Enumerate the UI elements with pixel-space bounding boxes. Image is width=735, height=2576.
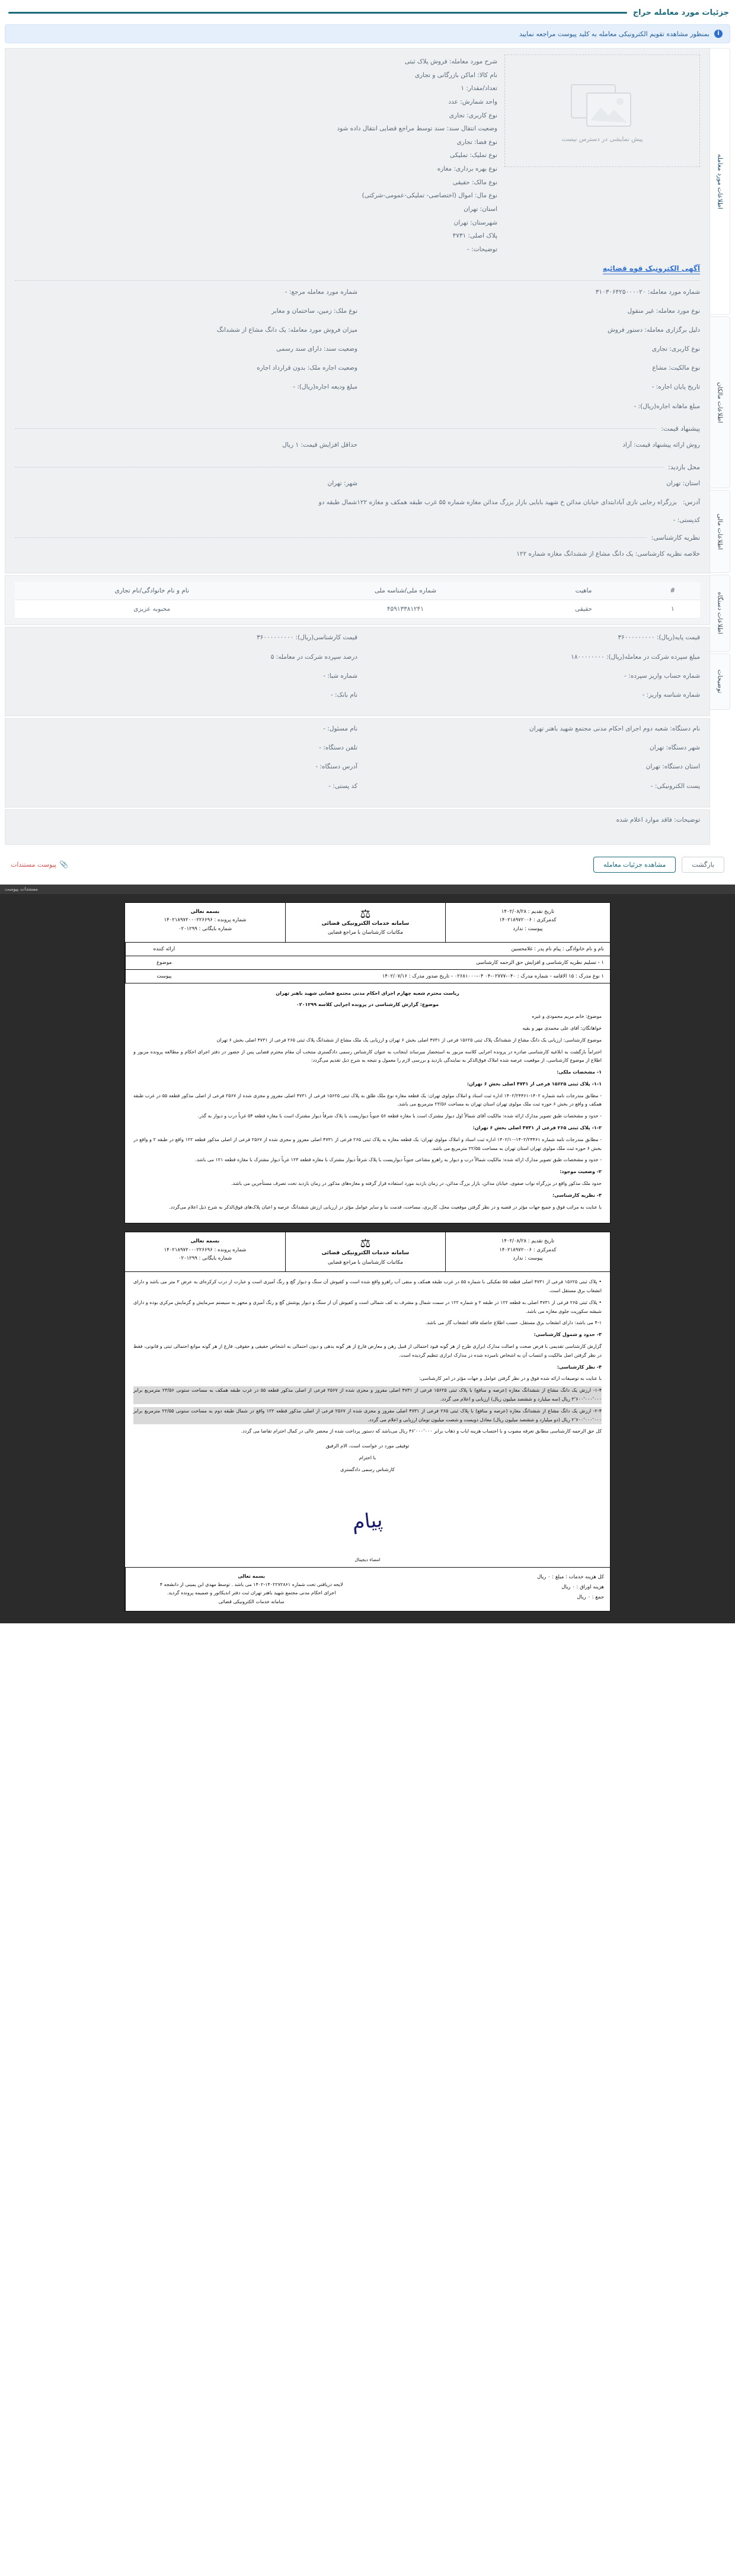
hero-line: شرح مورد معامله: فروش پلاک ثبتی [404,58,497,65]
visit-section-header [15,463,700,471]
doc2-footer-fees [377,1568,610,1611]
doc2-date: تاریخ تقدیم : ۱۴۰۲/۰۸/۲۸ [501,1238,555,1245]
field-visit-province: استان: تهران [666,479,700,487]
pane-finance-info [5,627,710,716]
field-reason: دلیل برگزاری معامله: دستور فروش [607,326,700,334]
field-remarks: توضیحات: فاقد موارد اعلام شده [616,816,700,824]
doc1-case-number: شماره پرونده : ۱۴۰۲۱۸۹۷۲۰۰۰۲۲۶۶۹۶ [164,917,247,924]
hero-line: نام کالا: اماکن بازرگانی و تجاری [414,71,497,79]
doc1-body [125,983,610,1223]
address-label: آدرس: [682,499,700,507]
document-page-2 [124,1232,611,1611]
tab-remarks[interactable] [710,653,730,710]
tab-owners-info[interactable] [710,316,730,488]
doc1-para: - مطابق مندرجات نامه شماره ۱۴۰۲/۲۴۴۶۱-۱۴۰۲/۱۰ اداره ثبت اسناد و املاک مولوی تهران: یک قطعه مغازه به پلاک ثبتی ۲۶۵ فرعی از ۴۷۳۱ اصلی مفروز و مجزی شده از ۲۵۶۷ فرعی از اصلی مذکور قطعه ۱۲۲ واقع در طبقه ۲ و واقع در بخش ۶ حوزه ثبت ملک مولوی تهران استان تهران به مساحت ۲۲/۵۵ مترمربع می باشد. [133,1136,602,1151]
doc2-header-center [285,1232,445,1271]
info-alert-text: بمنظور مشاهده تقویم الکترونیکی معامله به کلید پیوست مراجعه نمایید [519,30,710,38]
footer-bar [5,850,730,880]
expert-section-label: نظریه کارشناسی: [651,533,700,542]
viewer-toolbar[interactable] [0,885,735,894]
owners-col-nature: ماهیت [522,582,645,600]
field-usage-type: نوع کاربری: تجاری [651,345,700,353]
tab-remarks-label: توضیحات [716,669,724,694]
device-field-row [15,762,700,781]
scales-of-justice-icon: ⚖ [360,906,371,921]
address-value: بزرگراه رجایی نازی آبادابتدای خیابان مدائن خ شهید بابایی بازار بزرگ مدائن مغازه شماره ۵۵ غرب طبقه همکف و مغازه ۱۲۲شمال طبقه دو [318,499,677,507]
doc1-meta-row-3 [125,970,610,983]
doc2-archive-number: شماره بایگانی : ۰۲۰۱۲۹۹ [178,1255,232,1262]
price-field-row [15,441,700,460]
doc1-para: - مطابق مندرجات نامه شماره ۱۴۰۲-۱۴۰۲/۲۴۴۶۱ اداره ثبت اسناد و املاک مولوی تهران: یک قطعه مغازه نوع ملک طلق به پلاک ثبتی ۱۵۶۲۵ فرعی از ۴۷۳۱ اصلی مفروز و مجزی شده از ۲۵۶۷ فرعی از اصلی مذکور قطعه ۵۵ در غرب طبقه همکف و واقع در بخش ۶ حوزه ثبت ملک مولوی تهران استان تهران به مساحت ۲۳/۵۶ مترمربع می باشد. [133,1092,602,1107]
field-deed-status: وضعیت سند: دارای سند رسمی [276,345,357,353]
owners-col-name: نام و نام خانوادگی/نام تجاری [15,582,289,600]
scales-of-justice-icon: ⚖ [360,1236,371,1251]
owners-col-index: # [645,582,700,600]
pane-remarks [5,809,710,845]
owner-name: محبوبه عزیزی [15,600,289,619]
doc1-para: - حدود و مشخصات طبق تصویر مدارک ارائه شده: مالکیت شمالاً درب و دیوار به راهرو مشاعی جنوباً دیواریست با پلاک شرقاً دیوار مشترک با مغازه قطعه ۱۲۳ غرباً دیوار مشترک با مغازه قطعه ۱۲۱ می باشد. [195,1157,602,1163]
eannouncement-link[interactable]: آگهی الکترونیک قوه قضائیه [603,264,700,274]
doc1-meta-label-1: ارائه کننده [125,943,203,956]
doc1-meta-label-3: پیوست [125,970,203,983]
hero-block [15,55,700,259]
doc1-meta-row-2 [125,956,610,970]
doc1-meta-label-2: موضوع [125,956,203,969]
document-stack [0,894,735,1623]
tab-owners-info-label: اطلاعات مالکان [716,382,724,423]
trade-field-row [15,288,700,307]
view-trade-button[interactable]: مشاهده جزئیات معامله [593,857,676,873]
field-visit-city: شهر: تهران [327,479,357,487]
hero-line: واحد شمارش: عدد [448,98,497,105]
tab-device-info-label: اطلاعات دستگاه [716,592,724,635]
trade-field-row [15,307,700,326]
owner-nationalid: ۴۵۹۱۳۳۸۱۲۴۱ [289,600,522,619]
pane-owners-info [5,575,710,625]
field-ownership-type: نوع مالکیت: مشاع [652,364,700,372]
doc1-bismillah: بسمه تعالی [190,908,220,915]
owner-index: ۱ [645,600,700,619]
field-payment-id: شماره شناسه واریز: - [642,691,700,699]
field-device-name: نام دستگاه: شعبه دوم اجرای احکام مدنی مجتمع شهید باهنر تهران [529,725,700,733]
doc1-code: کدمرکزی : ۱۴۰۲۱۸۹۷۲۰۰۶ [499,917,557,924]
tab-trade-info[interactable] [710,48,730,315]
doc1-header [125,903,610,943]
owner-nature: حقیقی [522,600,645,619]
tab-finance-info[interactable] [710,490,730,573]
finance-field-row [15,653,700,672]
doc1-para: ۱-۱- پلاک ثبتی ۱۵۶۲۵ فرعی از ۴۷۳۱ اصلی بخش ۶ تهران: [466,1081,602,1087]
content-body [5,48,730,845]
doc2-footer-line-1: لایحه دریافتی تحت شماره ۱۴۰۲۲۷۲۸۶۱-۱۴۰۲ می باشد . توسط مهدی ابن یمینی از دانشجه ۴ [159,1581,343,1587]
info-icon: i [714,30,723,38]
doc1-attach: پیوست : ندارد [513,925,543,932]
signature-icon: پیام [351,1507,384,1535]
owners-table [15,582,700,619]
field-sheba: شماره شبا: - [323,672,357,680]
tab-device-info[interactable] [710,575,730,652]
field-device-phone: تلفن دستگاه: - [319,744,357,752]
price-section-rule [15,428,656,429]
doc2-footer-line-2: اجرای احکام مدنی مجتمع شهید باهنر تهران ثبت دفتر اندیکاتور و ضمیمه پرونده گردید. [167,1590,336,1596]
doc1-para: - حدود و مشخصات طبق تصویر مدارک ارائه شده: مالکیت آقای شمالاً اول دیوار مشترک است با مغازه قطعه ۵۶ جنوباً دیواریست با پلاک شرقاً دیوار مشترک است با مغازه قطعه ۵۴ غرباً درب و دیوار به گذر. [197,1113,602,1119]
hero-line: پلاک اصلی: ۴۷۳۱ [452,232,497,240]
doc1-para: ۲- وضعیت موجود: [560,1169,602,1175]
trade-field-row [15,326,700,345]
doc2-org-line1: سامانه خدمات الکترونیکی قضائی [321,1250,410,1257]
owners-table-header-row [15,582,700,600]
field-device-email: پست الکترونیکی: - [650,782,700,790]
doc2-signature-caption: امضاء دیجیتال [354,1556,381,1562]
doc2-header-left [125,1232,285,1271]
price-section-label: پیشنهاد قیمت: [661,424,700,432]
visit-field-row [15,479,700,498]
visit-section-label: محل بازدید: [668,463,700,471]
field-postal-code: کدپستی: - [673,516,700,524]
hero-line: نوع مالک: حقیقی [452,178,497,186]
device-field-row [15,782,700,801]
doc1-header-left [125,903,285,942]
doc1-para: ۱- مشخصات ملکی: [557,1069,602,1075]
tab-rail [710,48,730,845]
field-deposit-account: شماره حساب واریز سپرده: - [624,672,700,680]
field-address [15,498,700,508]
hero-line: نوع کاربری: تجاری [449,111,497,119]
doc1-para: ۳- نظریه کارشناسی: [552,1192,602,1198]
doc2-para: • پلاک ثبتی ۲۶۵ فرعی از ۴۷۳۱ اصلی به قطعه ۱۲۲ در طبقه ۲ و شماره ۱۲۲ در سمت شمال و مشرف به کف شمالی است و کفپوش آن از سنگ و دیوار پوشش گچ و رنگ آمیزی و مجهز به سیستم سرمایش و گرمایش مرکزی بوده و دارای شیشه سکوریت جلوی مغازه می باشد. [133,1299,602,1314]
viewer-toolbar-text: مستندات پیوست [5,886,39,892]
doc2-para: ۴- نظر کارشناسی: [557,1364,602,1370]
price-section-header [15,425,700,432]
field-expert-price: قیمت کارشناسی(ریال): ۳۶۰۰۰۰۰۰۰۰۰ [257,634,357,642]
table-row [15,600,700,619]
doc2-para: ۳- حدود و شمول کارشناسی: [533,1332,602,1338]
back-button[interactable]: بازگشت [682,857,724,873]
doc2-attach: پیوست : ندارد [513,1255,543,1262]
finance-field-row [15,691,700,710]
doc2-sign-line-2: با احترام [359,1454,376,1460]
divider [15,280,700,281]
doc2-footer-bismillah: بسمه تعالی [238,1573,266,1579]
device-field-row [15,725,700,744]
doc1-para: موضوع: خانم مریم محمودی و غیره [532,1014,602,1020]
field-base-price: قیمت پایه(ریال): ۳۶۰۰۰۰۰۰۰۰۰ [618,634,700,642]
hero-line: نوع تملیک: تملیکی [449,152,497,159]
pane-trade-info [5,48,710,573]
doc1-header-center [285,903,445,942]
doc1-archive-number: شماره بایگانی : ۰۲۰۱۲۹۹ [178,925,232,932]
document-viewer [0,885,735,1623]
field-device-postal: کد پستی: - [328,782,357,790]
doc1-para: احتراماً بازگشت به ابلاغیه کارشناسی صادره در پرونده اجرایی کلاسه مزبور به استحضار میرساند اینجانب به عنوان کارشناس رسمی دادگستری منتخب آن مقام محترم قضایی پس از حضور در دفتر اجرای احکام و مطالعه پرونده مزبور و اطلاع از موضوع کارشناسی، از موقعیت عرصه شده املاک فوق‌الذکر به نمایندگی بازدید و بررسی لازم را معمول و نتیجه به شرح ذیل تقدیم می‌گردد: [133,1049,602,1063]
doc2-header-right [445,1232,610,1271]
doc2-body [125,1272,610,1485]
field-bid-method: روش ارائه پیشنهاد قیمت: آزاد [622,441,700,448]
field-manager-name: نام مسئول: - [323,725,357,733]
doc1-para: ۱-۲- پلاک ثبتی ۲۶۵ فرعی از ۴۷۳۱ اصلی بخش ۶ تهران: [472,1125,602,1131]
pane-device-info [5,718,710,808]
doc1-para: حدود ملک مذکور واقع در بزرگراه نواب صفوی، خیابان مدائن، بازار بزرگ مدائن، در زمان بازدید مورد استفاده قرار گرفته و مغازه‌های مذکور در زمان بازدید تحت تصرف مستأجرین می باشد. [231,1181,602,1187]
doc2-para-highlight: ۲-۴- ارزش یک دانگ مشاع از ششدانگ مغازه (عرصه و منافع) با پلاک ثبتی ۲۶۵ فرعی از ۴۷۳۱ اصلی مفروز و مجزی شده از ۲۵۶۷ فرعی از اصلی مذکور قطعه ۱۲۲ واقع در شمال طبقه دوم به مساحت ستونی ۲۲/۵۵ مترمربع برابر ۲٬۶۰۰٬۰۰۰٬۰۰۰ ریال (دو میلیارد و ششصد میلیون ریال) معادل دویست و شصت میلیون تومان ارزیابی و اعلام می گردد. [133,1407,602,1425]
attachments-label: پیوست مستندات [11,860,57,869]
hero-line: توضیحات: - [467,245,497,253]
field-monthly-rent: مبلغ ماهانه اجاره(ریال): - [634,402,700,410]
attachments-link[interactable] [11,860,68,869]
doc1-meta-value-3: ۱ نوع مدرک : ۱۵ الاقامه - شماره مدرک : ۰۴۰-۰۲۷۷۷-۰۴ ۰۴-۰۲۶۸۱۰۰۰ - تاریخ صدور مدرک : ۱۴۰۲/۰۷/۱۶ [382,973,604,979]
header-rule [8,12,627,14]
trade-field-row [15,345,700,364]
hero-line: نوع مال: اموال (اختصاصی- تملیکی-عمومی-شرکتی) [362,192,497,200]
field-ref-trade-number: شماره مورد معامله مرجع: - [285,288,357,296]
device-field-row [15,744,700,762]
doc2-sign-line-3: کارشناس رسمی دادگستری [340,1466,395,1472]
doc2-org-line2: مکاتبات کارشناسان با مراجع قضایی [327,1259,403,1265]
paperclip-icon: 📎 [59,860,69,869]
page-header [0,0,735,21]
doc2-para-highlight: ۱-۴- ارزش یک دانگ مشاع از ششدانگ مغازه (عرصه و منافع) با پلاک ثبتی ۱۵۶۲۵ فرعی از ۴۷۳۱ اصلی مفروز و مجزی شده از ۲۵۶۷ فرعی از اصلی مذکور قطعه ۵۵ در غرب طبقه همکف به مساحت ستونی ۲۳/۵۶ مترمربع برابر ۳٬۶۰۰٬۰۰۰٬۰۰۰ ریال (سه میلیارد و ششصد میلیون ریال) ارزیابی و اعلام می گردد. [133,1386,602,1404]
hero-line: وضعیت انتقال سند: سند توسط مراجع قضایی انتقال داده شود [337,125,497,133]
owners-col-nationalid: شماره ملی/شناسه ملی [289,582,522,600]
preview-placeholder [504,55,700,167]
doc2-para: ۴-۱ می باشد: دارای انشعاب برق مستقل، حسب اطلاع حاصله فاقد انشعاب گاز می باشد. [425,1320,602,1326]
field-trade-number: شماره مورد معامله: ۳۱۰۳۰۶۴۲۵۰۰۰۰۲۰ [595,288,700,296]
doc1-para: موضوع کارشناسی: ارزیابی یک دانگ مشاع از ششدانگ پلاک ثبتی ۱۵۶۲۵ فرعی از ۴۷۳۱ اصلی بخش ۶ تهران و ارزیابی یک ملک مشاع از ششدانگ پلاک ثبتی ۲۶۵ فرعی از ۴۷۳۱ اصلی بخش ۶ تهران [216,1037,602,1043]
doc2-para: با عنایت به توصیفات ارائه شده فوق و در نظر گرفتن عوامل و جهات مؤثر در امر کارشناسی: [419,1376,602,1382]
doc2-fee-paper: هزینه اوراق : ۰ ریال [561,1584,604,1590]
doc1-org-line2: مکاتبات کارشناسان با مراجع قضایی [327,930,403,936]
doc2-header [125,1232,610,1272]
doc2-case-number: شماره پرونده : ۱۴۰۲۱۸۹۷۲۰۰۰۲۲۶۶۹۶ [164,1247,247,1253]
expert-section-header [15,534,700,542]
broken-image-icon [567,79,638,130]
tab-trade-info-label: اطلاعات مورد معامله [716,153,724,209]
finance-field-row [15,633,700,652]
hero-line: نوع بهره برداری: مغازه [437,165,497,173]
doc2-para: کل حق الزحمه کارشناسی مطابق تعرفه مصوب و با احتساب هزینه ایاب و ذهاب برابر ۴۶٬۰۰۰٬۰۰۰ ریال می‌باشد که دستور پرداخت شده از محضر عالی در کمال احترام تقاضا می گردد. [241,1428,602,1434]
trade-field-row [15,383,700,402]
app-root [0,0,735,880]
page-title: جزئیات مورد معامله حراج [632,8,729,17]
doc1-date: تاریخ تقدیم : ۱۴۰۲/۰۸/۲۸ [501,908,555,915]
document-page-1 [124,902,611,1224]
field-sale-share: میزان فروش مورد معامله: یک دانگ مشاع از ششدانگ [216,326,357,334]
hero-line: استان: تهران [464,206,497,213]
doc2-fee-total: کل هزینه خدمات : مبلغ : ۰ ریال [537,1574,604,1580]
doc2-code: کدمرکزی : ۱۴۰۲۱۸۹۷۲۰۰۶ [499,1247,557,1253]
field-bank-name: نام بانک: - [330,691,357,699]
doc1-para: با عنایت به مراتب فوق و جمیع جهات مؤثر در قضیه و در نظر گرفتن موقعیت محل، کاربری، مساحت، قدمت بنا و سایر عوامل مؤثر در ارزیابی ارزش ششدانگ عرصه و اعیان پلاک‌های فوق‌الذکر به شرح ذیل اعلام می‌گردد. [169,1204,602,1210]
field-device-address: آدرس دستگاه: - [315,763,357,771]
doc1-para: ریاست محترم شعبه چهارم اجرای احکام مدنی مجتمع قضایی شهید باهنر تهران [276,990,459,996]
doc2-footer [125,1567,610,1611]
doc2-para: گزارش کارشناسی تقدیمی با فرض صحت و اصالت مدارک ابرازی طرح از هر گونه قیود احتمالی از قبیل رهن و معارض فارغ از هر گونه بدهی و دیون احتمالی به اشخاص حقیقی و حقوقی، فارغ از هر گونه موانع احتمالی ثبتی و قانونی، فقط در نظر گرفتن اصل مالکیت و انتساب آن به اشخاص نامبرده شده در مدارک ابرازی تنظیم گردیده است. [133,1343,602,1358]
doc2-bismillah: بسمه تعالی [190,1238,220,1245]
info-alert [5,24,730,43]
expert-section-rule [15,537,647,538]
eannounce-row [15,259,700,273]
field-device-city: شهر دستگاه: تهران [650,744,700,752]
doc1-para: موضوع: گزارش کارشناسی در پرونده اجرایی کلاسه ۰۲۰۱۲۹۹ [296,1002,439,1008]
hero-line: شهرستان: تهران [453,219,497,226]
finance-field-row [15,672,700,691]
doc2-para: • پلاک ثبتی ۱۵۶۲۵ فرعی از ۴۷۳۱ اصلی قطعه ۵۵ تفکیکی با شماره ۵۵ در غرب طبقه همکف و منفی آب راهرو واقع شده است و کفپوش آن سنگ و دیوار گچ و رنگ آمیزی است و عبارت از درب کرکره‌ای به عرض ۳ متر می باشد و دارای انشعاب برق مستقل است. [133,1279,602,1293]
hero-info-list [15,55,497,259]
doc1-para: خواهانگان: آقای علی محمدی مهر و بقیه [522,1025,602,1031]
doc1-meta-row-1 [125,943,610,956]
doc1-meta-value-1: نام و نام خانوادگی : پیام نام پدر : غلامحسین [511,946,604,952]
doc1-header-right [445,903,610,942]
preview-placeholder-text: پیش نمایشی در دسترس نیست [561,136,643,143]
field-expert-summary: خلاصه نظریه کارشناسی: یک دانگ مشاع از ششدانگ مغازه شماره ۱۲۲ [516,550,700,558]
field-deposit-percent: درصد سپرده شرکت در معامله: ۵ [270,653,357,661]
field-rent-end-date: تاریخ پایان اجاره: - [651,383,700,391]
doc1-org-line1: سامانه خدمات الکترونیکی قضائی [321,920,410,927]
field-trade-type: نوع مورد معامله: غیر منقول [627,307,700,315]
trade-field-row [15,402,700,421]
doc2-footer-stamp [125,1568,377,1611]
hero-line: تعداد/مقدار: ۱ [461,85,497,92]
tab-finance-info-label: اطلاعات مالی [716,513,724,550]
field-rent-status: وضعیت اجاره ملک: بدون قرارداد اجاره [257,364,357,372]
doc2-footer-line-3: سامانه خدمات الکترونیکی قضائی [218,1598,285,1604]
hero-line: نوع فضا: تجاری [456,138,497,146]
field-min-increment: حداقل افزایش قیمت: ۱ ریال [282,441,357,448]
field-property-type: نوع ملک: زمین، ساختمان و معابر [271,307,357,315]
field-deposit-sum: مبلغ سپرده شرکت در معامله(ریال): ۱۸۰۰۰۰۰۰۰۰ [571,653,700,661]
trade-field-row [15,364,700,383]
field-device-province: استان دستگاه: تهران [645,763,700,771]
doc2-signature-area [125,1486,610,1557]
doc1-meta-value-2: ۱ - تسلیم نظریه کارشناسی و افزایش حق الزحمه کارشناسی [476,959,604,966]
doc2-fee-sum: جمع : ۰ ریال [577,1594,604,1600]
tab-panes [5,48,710,845]
field-deposit-amount: مبلغ ودیعه اجاره(ریال): - [293,383,357,391]
doc2-sign-line-1: توفیقی مورد در خواست است، الام الرفیق [325,1443,410,1449]
